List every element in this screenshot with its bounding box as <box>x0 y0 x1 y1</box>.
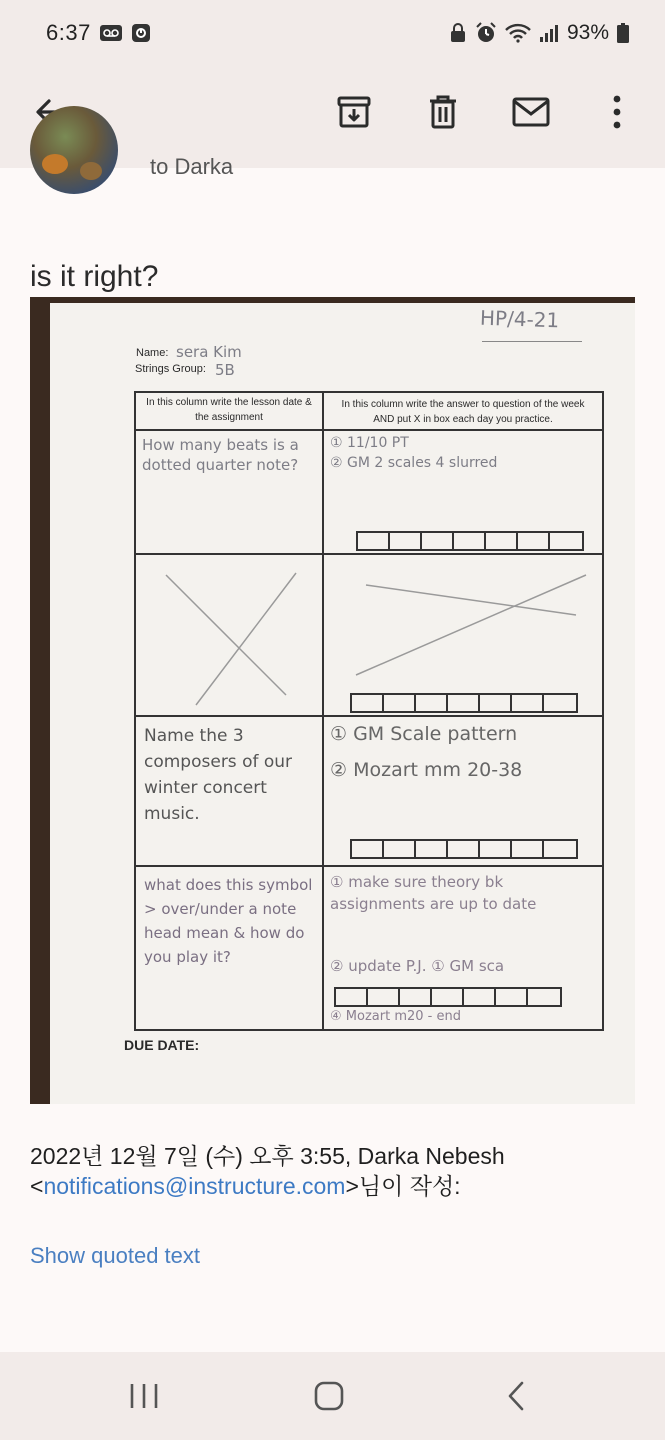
system-nav-bar <box>0 1352 665 1440</box>
sender-header <box>0 154 665 198</box>
practice-boxes-row1 <box>356 531 584 551</box>
screen-record-icon <box>131 23 151 43</box>
battery-percent: 93% <box>566 21 609 44</box>
row4-answer-1: ① make sure theory bk assignments are up to date <box>330 873 537 913</box>
sender-email-link[interactable]: notifications@instructure.com <box>43 1173 346 1199</box>
status-left <box>46 20 151 46</box>
practice-boxes-row3 <box>350 839 578 859</box>
mark-unread-icon <box>511 96 551 128</box>
quote-header-prefix: 2022년 12월 7일 (수) 오후 3:55, Darka Nebesh <box>30 1143 505 1169</box>
group-label: Strings Group: <box>135 363 206 375</box>
status-bar <box>0 0 665 66</box>
name-label: Name: <box>136 347 169 359</box>
archive-button[interactable] <box>330 88 378 136</box>
quote-header-suffix: >님이 작성: <box>345 1173 461 1199</box>
message-body-text: is it right? <box>30 260 159 293</box>
name-value: sera Kim <box>176 343 242 361</box>
quote-header-lt: < <box>30 1173 44 1199</box>
wifi-icon <box>505 23 531 43</box>
delete-button[interactable] <box>419 88 467 136</box>
quote-header <box>30 1141 630 1201</box>
home-button[interactable] <box>301 1372 357 1420</box>
back-icon <box>504 1380 528 1412</box>
recipient-line[interactable]: to Darka <box>150 154 234 179</box>
row1-answer-2: ② GM 2 scales 4 slurred <box>330 455 498 471</box>
recent-apps-icon <box>128 1381 160 1411</box>
archive-icon <box>336 94 372 130</box>
status-time: 6:37 <box>46 20 91 45</box>
corner-note: HP/4-21 <box>479 305 560 333</box>
lock-icon <box>449 23 467 43</box>
voicemail-icon <box>99 23 123 43</box>
row4-question: what does this symbol > over/under a note head mean & how do you play it? <box>144 876 313 966</box>
row1-question: How many beats is a dotted quarter note? <box>142 436 299 474</box>
status-right <box>449 21 629 45</box>
row4-answer-2: ② update P.J. ① GM sca <box>330 957 505 975</box>
system-back-button[interactable] <box>488 1372 544 1420</box>
practice-log-table <box>134 391 604 1031</box>
recent-apps-button[interactable] <box>116 1372 172 1420</box>
row3-answer-1: ① GM Scale pattern <box>330 723 518 745</box>
practice-boxes-row4 <box>334 987 562 1007</box>
col1-header: In this column write the lesson date & the assignment <box>146 397 312 423</box>
more-options-button[interactable] <box>593 88 641 136</box>
row4-answer-3: ④ Mozart m20 - end <box>330 1009 461 1024</box>
worksheet-paper <box>50 303 635 1104</box>
mark-unread-button[interactable] <box>507 88 555 136</box>
attached-photo[interactable] <box>30 297 635 1104</box>
due-date-label: DUE DATE: <box>124 1037 200 1053</box>
alarm-icon <box>475 22 497 44</box>
practice-boxes-row2 <box>350 693 578 713</box>
cross-out-mark <box>136 555 602 715</box>
delete-icon <box>426 94 460 130</box>
signal-icon <box>539 23 559 43</box>
row1-answer-1: ① 11/10 PT <box>330 435 409 451</box>
row3-question: Name the 3 composers of our winter concert music. <box>144 726 293 824</box>
battery-icon <box>617 23 629 43</box>
home-icon <box>313 1380 345 1412</box>
sender-avatar[interactable] <box>30 106 118 194</box>
more-vert-icon <box>611 94 623 130</box>
col2-header: In this column write the answer to question of the week AND put X in box each day you practice. <box>341 399 585 425</box>
row3-answer-2: ② Mozart mm 20-38 <box>330 759 523 781</box>
group-value: 5B <box>215 361 235 379</box>
show-quoted-text-button[interactable]: Show quoted text <box>30 1243 201 1268</box>
